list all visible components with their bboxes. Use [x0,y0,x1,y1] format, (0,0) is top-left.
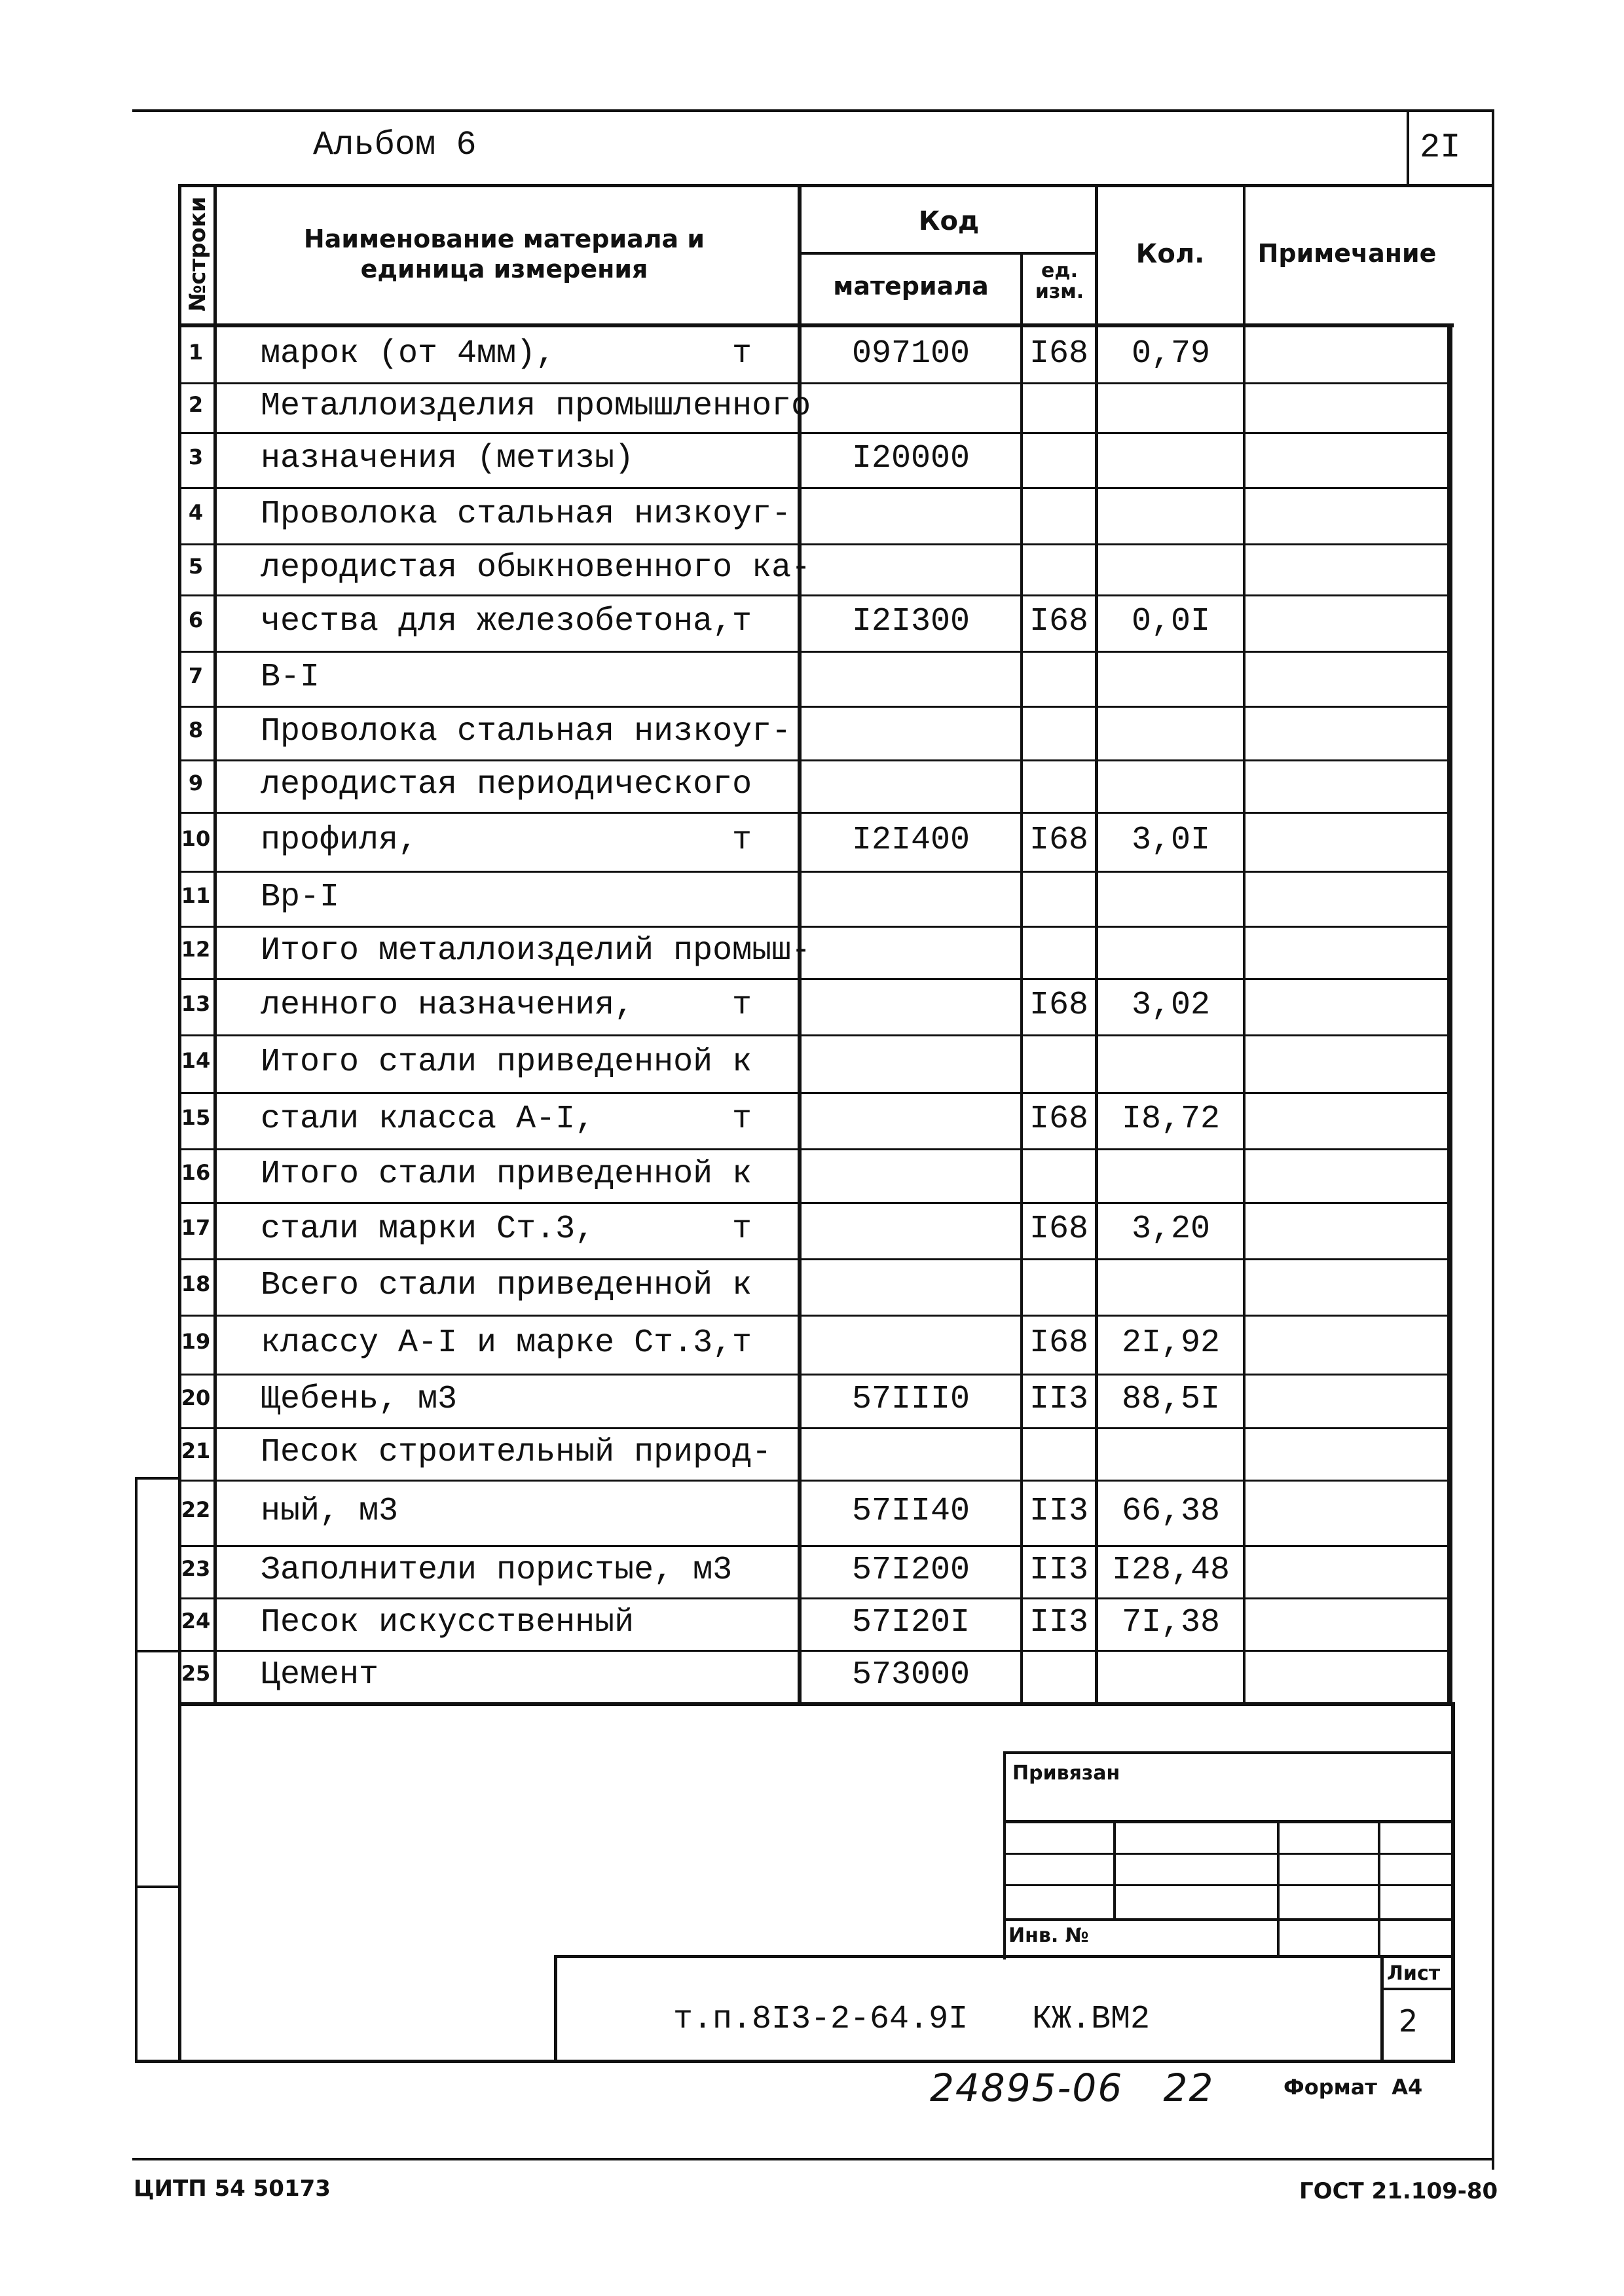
material-name: Итого металлоизделий промыш- [261,932,811,970]
material-code: 573000 [851,1656,970,1694]
quantity: 0,0I [1131,603,1211,640]
list-value: 2 [1399,2003,1418,2039]
main-stamp-bottom [135,2060,1455,2063]
unit-suffix: т [732,987,752,1024]
material-name: леродистая периодического [261,766,752,803]
row-number: 23 [181,1556,211,1581]
unit-code: I68 [1029,987,1088,1024]
quantity: 3,0I [1131,822,1211,859]
privyazan-grid-v3 [1378,1820,1380,1958]
list-label: Лист [1387,1962,1441,1985]
column-header-code: Код [918,206,980,236]
handwritten-number: 24895-06 22 [930,2066,1215,2110]
column-header-rownum: №строки [185,196,211,312]
footer-left-code: ЦИТП 54 50173 [134,2176,331,2202]
column-header-material: материала [833,272,989,301]
column-header-name: Наименование материала и единица измерения [303,225,705,283]
column-header-unit: ед. изм. [1035,259,1084,303]
privyazan-grid-h3 [1003,1884,1455,1886]
material-name: Вр-I [261,879,340,916]
list-cell-left [1380,1958,1384,2062]
privyazan-label: Привязан [1012,1762,1120,1785]
unit-code: I68 [1029,1211,1088,1248]
material-code: I2I300 [851,603,970,640]
row-number: 12 [181,937,211,962]
privyazan-grid-v1 [1113,1820,1116,1918]
material-name: марок (от 4мм), [261,335,556,373]
material-name: классу А-I и марке Ст.3, [261,1324,733,1362]
row-number: 21 [181,1438,211,1463]
row-number: 6 [188,608,204,632]
quantity: I8,72 [1121,1101,1221,1138]
unit-suffix: т [732,1101,752,1138]
row-number: 20 [181,1385,211,1410]
material-code: I2I400 [851,822,970,859]
quantity: 7I,38 [1121,1604,1221,1641]
material-name: ный, м3 [261,1493,399,1530]
stamp-right-edge [1451,1702,1455,2062]
footer-gost: ГОСТ 21.109-80 [1299,2178,1498,2204]
document-mark: КЖ.ВМ2 [1032,2001,1151,2038]
format-label: Формат А4 [1283,2075,1423,2100]
material-code: 097100 [851,335,970,373]
material-name: стали класса А-I, [261,1101,595,1138]
material-name: леродистая обыкновенного ка- [261,549,811,587]
unit-code: I68 [1029,1101,1088,1138]
quantity: I28,48 [1111,1552,1230,1589]
material-name: стали марки Ст.3, [261,1211,595,1248]
material-name: Металлоизделия промышленного [261,388,811,425]
unit-code: I68 [1029,335,1088,373]
privyazan-left [1003,1751,1006,1959]
material-name: Цемент [261,1656,379,1694]
inv-label: Инв. № [1008,1924,1089,1947]
row-number: 5 [188,554,204,579]
material-name: В-I [261,659,320,696]
row-number: 14 [181,1048,211,1073]
row-number: 15 [181,1105,211,1130]
unit-code: II3 [1029,1552,1088,1589]
row-number: 2 [188,392,204,417]
unit-code: II3 [1029,1381,1088,1418]
material-code: 57I200 [851,1552,970,1589]
row-number: 18 [181,1271,211,1296]
material-name: чества для железобетона, [261,603,733,640]
unit-code: II3 [1029,1604,1088,1641]
row-number: 13 [181,991,211,1016]
unit-suffix: т [732,603,752,640]
row-number: 3 [188,445,204,469]
material-name: ленного назначения, [261,987,635,1024]
main-stamp-left [554,1955,557,2063]
row-number: 7 [188,663,204,688]
unit-suffix: т [732,1324,752,1362]
privyazan-grid-h4 [1003,1918,1455,1921]
sheet-number-top: 2I [1420,128,1461,167]
quantity: 3,02 [1131,987,1211,1024]
unit-suffix: т [732,1211,752,1248]
privyazan-grid-h2 [1003,1853,1455,1855]
unit-suffix: т [732,335,752,373]
material-name: Всего стали приведенной к [261,1267,752,1304]
list-cell-divider [1380,1988,1454,1990]
material-code: 57I20I [851,1604,970,1641]
album-title: Альбом 6 [313,126,477,164]
material-name: Проволока стальная низкоуг- [261,496,792,533]
unit-code: I68 [1029,1324,1088,1362]
privyazan-grid-v2 [1277,1820,1280,1958]
material-name: Итого стали приведенной к [261,1156,752,1193]
row-number: 9 [188,771,204,795]
material-name: профиля, [261,822,418,859]
unit-code: II3 [1029,1493,1088,1530]
main-stamp-top [554,1955,1455,1958]
row-number: 8 [188,718,204,742]
column-header-qty: Кол. [1135,239,1205,269]
row-number: 4 [188,500,204,525]
material-name: Щебень, м3 [261,1381,458,1418]
unit-suffix: т [732,822,752,859]
quantity: 0,79 [1131,335,1211,373]
unit-code: I68 [1029,822,1088,859]
material-name: Заполнители пористые, м3 [261,1552,733,1589]
material-name: Песок искусственный [261,1604,635,1641]
material-code: 57III0 [851,1381,970,1418]
quantity: 3,20 [1131,1211,1211,1248]
material-name: назначения (метизы) [261,440,635,477]
row-number: 19 [181,1329,211,1354]
privyazan-grid-h1 [1003,1820,1455,1823]
quantity: 66,38 [1121,1493,1221,1530]
column-header-note: Примечание [1257,239,1437,268]
material-code: I20000 [851,440,970,477]
row-number: 16 [181,1160,211,1185]
unit-code: I68 [1029,603,1088,640]
row-number: 17 [181,1215,211,1240]
material-name: Песок строительный природ- [261,1434,772,1471]
quantity: 2I,92 [1121,1324,1221,1362]
row-number: 11 [181,883,211,908]
privyazan-top [1003,1751,1455,1754]
document-code: т.п.8I3-2-64.9I [673,2001,969,2038]
material-name: Проволока стальная низкоуг- [261,713,792,750]
material-name: Итого стали приведенной к [261,1044,752,1081]
row-number: 1 [188,340,204,365]
bottom-rule [132,2158,1494,2160]
row-number: 25 [181,1661,211,1686]
quantity: 88,5I [1121,1381,1221,1418]
row-number: 22 [181,1497,211,1522]
row-number: 10 [181,826,211,851]
row-number: 24 [181,1609,211,1633]
material-code: 57II40 [851,1493,970,1530]
